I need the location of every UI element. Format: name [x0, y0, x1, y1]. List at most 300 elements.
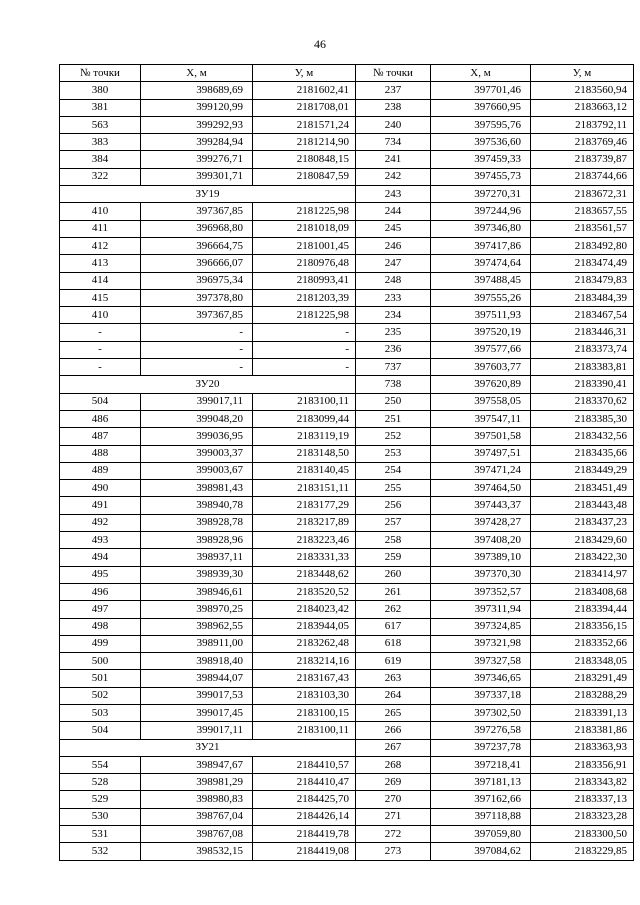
table-cell: 2183262,48 — [253, 635, 356, 652]
table-cell: 398532,15 — [141, 843, 253, 860]
table-cell: 267 — [356, 739, 431, 756]
table-cell: 2183151,11 — [253, 480, 356, 497]
table-cell: 617 — [356, 618, 431, 635]
table-cell: 397558,05 — [431, 393, 531, 410]
table-cell: 2183103,30 — [253, 687, 356, 704]
table-row — [60, 151, 634, 168]
table-cell: 398928,78 — [141, 514, 253, 531]
table-cell: 494 — [60, 549, 141, 566]
table-row — [60, 445, 634, 462]
table-cell: 618 — [356, 635, 431, 652]
table-cell: 493 — [60, 532, 141, 549]
table-row — [60, 618, 634, 635]
table-cell: 2180993,41 — [253, 272, 356, 289]
table-cell: 414 — [60, 272, 141, 289]
header-y-right: У, м — [531, 65, 634, 82]
table-cell: 397346,65 — [431, 670, 531, 687]
table-cell: 397337,18 — [431, 687, 531, 704]
table-cell: 268 — [356, 756, 431, 773]
table-cell: 2181708,01 — [253, 99, 356, 116]
table-cell: 397346,80 — [431, 220, 531, 237]
table-cell: 2183291,49 — [531, 670, 634, 687]
table-row — [60, 376, 634, 393]
table-cell: - — [141, 341, 253, 358]
table-cell: 2183352,66 — [531, 635, 634, 652]
table-cell: 397059,80 — [431, 826, 531, 843]
table-cell: 397488,45 — [431, 272, 531, 289]
table-cell: 2183394,44 — [531, 601, 634, 618]
table-cell: 2183119,19 — [253, 428, 356, 445]
table-cell: 532 — [60, 843, 141, 860]
table-cell: 260 — [356, 566, 431, 583]
table-cell: 2183414,97 — [531, 566, 634, 583]
table-cell: 2183739,87 — [531, 151, 634, 168]
table-cell: - — [253, 324, 356, 341]
table-cell: 398937,11 — [141, 549, 253, 566]
table-cell: 399048,20 — [141, 410, 253, 427]
table-cell: 530 — [60, 808, 141, 825]
table-cell: 2183140,45 — [253, 462, 356, 479]
table-cell: 236 — [356, 341, 431, 358]
table-cell: 398767,08 — [141, 826, 253, 843]
table-row — [60, 756, 634, 773]
table-cell: 2183391,13 — [531, 704, 634, 721]
table-cell: 397497,51 — [431, 445, 531, 462]
table-cell: 2183479,83 — [531, 272, 634, 289]
table-cell: 397428,27 — [431, 514, 531, 531]
table-cell: 397302,50 — [431, 704, 531, 721]
table-cell: 398940,78 — [141, 497, 253, 514]
table-cell: 398981,43 — [141, 480, 253, 497]
table-row — [60, 826, 634, 843]
table-cell: 397389,10 — [431, 549, 531, 566]
table-cell: 2183331,33 — [253, 549, 356, 566]
table-cell: 396664,75 — [141, 237, 253, 254]
table-cell: 246 — [356, 237, 431, 254]
table-cell: 2180976,48 — [253, 255, 356, 272]
table-cell: - — [253, 341, 356, 358]
table-cell: 2181001,45 — [253, 237, 356, 254]
table-cell: 242 — [356, 168, 431, 185]
table-cell: 492 — [60, 514, 141, 531]
table-row — [60, 583, 634, 600]
table-cell: 270 — [356, 791, 431, 808]
table-cell: 2183432,56 — [531, 428, 634, 445]
table-cell: 397459,33 — [431, 151, 531, 168]
table-cell: 245 — [356, 220, 431, 237]
table-row — [60, 116, 634, 133]
table-row — [60, 393, 634, 410]
table-cell: 2183792,11 — [531, 116, 634, 133]
table-row — [60, 635, 634, 652]
table-cell: 256 — [356, 497, 431, 514]
coordinates-table — [59, 64, 634, 861]
table-cell: 237 — [356, 82, 431, 99]
table-row — [60, 514, 634, 531]
table-row — [60, 428, 634, 445]
table-cell: 504 — [60, 722, 141, 739]
table-cell: - — [60, 324, 141, 341]
table-cell: 2183422,30 — [531, 549, 634, 566]
table-row — [60, 359, 634, 376]
header-row — [60, 65, 634, 82]
table-row — [60, 670, 634, 687]
table-cell: 496 — [60, 583, 141, 600]
table-cell: - — [141, 359, 253, 376]
table-row — [60, 220, 634, 237]
table-cell: 399017,53 — [141, 687, 253, 704]
table-cell: 399017,11 — [141, 393, 253, 410]
table-row — [60, 324, 634, 341]
table-cell: 397520,19 — [431, 324, 531, 341]
table-cell: 397417,86 — [431, 237, 531, 254]
table-cell: 380 — [60, 82, 141, 99]
table-cell: - — [253, 359, 356, 376]
table-cell: 398946,61 — [141, 583, 253, 600]
table-cell: 397118,88 — [431, 808, 531, 825]
table-cell: 2181571,24 — [253, 116, 356, 133]
table-cell: 2183429,60 — [531, 532, 634, 549]
table-cell: 2183437,23 — [531, 514, 634, 531]
table-cell: 2183408,68 — [531, 583, 634, 600]
table-cell: 397595,76 — [431, 116, 531, 133]
table-cell: 2184419,08 — [253, 843, 356, 860]
table-cell: 397443,37 — [431, 497, 531, 514]
table-cell: 398939,30 — [141, 566, 253, 583]
table-cell: 396666,07 — [141, 255, 253, 272]
table-cell: 2183435,66 — [531, 445, 634, 462]
table-cell: 252 — [356, 428, 431, 445]
table-cell: 248 — [356, 272, 431, 289]
table-row — [60, 704, 634, 721]
table-row — [60, 307, 634, 324]
table-row — [60, 791, 634, 808]
page-number: 46 — [314, 37, 326, 51]
table-cell: 398918,40 — [141, 653, 253, 670]
table-cell: 2181018,09 — [253, 220, 356, 237]
table-cell: 2183385,30 — [531, 410, 634, 427]
table-row — [60, 808, 634, 825]
table-cell: 498 — [60, 618, 141, 635]
table-cell: 398689,69 — [141, 82, 253, 99]
table-cell: 250 — [356, 393, 431, 410]
table-row — [60, 722, 634, 739]
table-cell: 397603,77 — [431, 359, 531, 376]
table-cell: 2183390,41 — [531, 376, 634, 393]
table-cell: 397352,57 — [431, 583, 531, 600]
table-cell: 412 — [60, 237, 141, 254]
table-cell: 397501,58 — [431, 428, 531, 445]
table-cell: 554 — [60, 756, 141, 773]
table-cell: 398970,25 — [141, 601, 253, 618]
table-cell: 2183446,31 — [531, 324, 634, 341]
table-cell: 240 — [356, 116, 431, 133]
header-point-number-right: № точки — [356, 65, 431, 82]
table-cell: 531 — [60, 826, 141, 843]
table-cell: 399292,93 — [141, 116, 253, 133]
table-cell: 273 — [356, 843, 431, 860]
table-row — [60, 480, 634, 497]
table-cell: 265 — [356, 704, 431, 721]
table-cell: 2183448,62 — [253, 566, 356, 583]
table-cell: 2181602,41 — [253, 82, 356, 99]
table-cell: 2183337,13 — [531, 791, 634, 808]
table-cell: 397244,96 — [431, 203, 531, 220]
table-cell: 2183100,11 — [253, 393, 356, 410]
table-row — [60, 410, 634, 427]
table-row — [60, 497, 634, 514]
table-cell: 2183467,54 — [531, 307, 634, 324]
table-cell: 399301,71 — [141, 168, 253, 185]
table-cell: 381 — [60, 99, 141, 116]
table-cell: 491 — [60, 497, 141, 514]
table-cell: 2183373,74 — [531, 341, 634, 358]
table-cell: 413 — [60, 255, 141, 272]
table-cell: 2184425,70 — [253, 791, 356, 808]
table-cell: 399017,45 — [141, 704, 253, 721]
table-cell: 2181203,39 — [253, 289, 356, 306]
table-cell: - — [141, 324, 253, 341]
table-cell: 397276,58 — [431, 722, 531, 739]
table-cell: 415 — [60, 289, 141, 306]
table-cell: 2183769,46 — [531, 134, 634, 151]
table-cell: 2183167,43 — [253, 670, 356, 687]
table-cell: 397547,11 — [431, 410, 531, 427]
table-cell: 399120,99 — [141, 99, 253, 116]
table-cell: 398947,67 — [141, 756, 253, 773]
table-cell: 503 — [60, 704, 141, 721]
table-cell: 2184426,14 — [253, 808, 356, 825]
table-cell: 251 — [356, 410, 431, 427]
table-cell: 266 — [356, 722, 431, 739]
table-cell: 502 — [60, 687, 141, 704]
table-cell: - — [60, 359, 141, 376]
table-cell: 397370,30 — [431, 566, 531, 583]
table-cell: 397511,93 — [431, 307, 531, 324]
table-cell: 397455,73 — [431, 168, 531, 185]
table-cell: 398962,55 — [141, 618, 253, 635]
table-cell: 2183744,66 — [531, 168, 634, 185]
table-cell: 489 — [60, 462, 141, 479]
table-cell: 2181214,90 — [253, 134, 356, 151]
table-cell: 737 — [356, 359, 431, 376]
table-cell: 619 — [356, 653, 431, 670]
table-cell: 2183229,85 — [531, 843, 634, 860]
table-cell: 2183343,82 — [531, 774, 634, 791]
table-cell: 2183484,39 — [531, 289, 634, 306]
parcel-label: ЗУ20 — [60, 376, 356, 393]
table-cell: 2183451,49 — [531, 480, 634, 497]
table-cell: 397218,41 — [431, 756, 531, 773]
table-cell: 397464,50 — [431, 480, 531, 497]
header-point-number-left: № точки — [60, 65, 141, 82]
table-cell: 397474,64 — [431, 255, 531, 272]
table-row — [60, 168, 634, 185]
table-cell: 2183657,55 — [531, 203, 634, 220]
table-cell: 2183561,57 — [531, 220, 634, 237]
table-cell: 397555,26 — [431, 289, 531, 306]
table-cell: 2183288,29 — [531, 687, 634, 704]
table-cell: 2184410,57 — [253, 756, 356, 773]
table-cell: 2183474,49 — [531, 255, 634, 272]
table-cell: 410 — [60, 307, 141, 324]
table-cell: 262 — [356, 601, 431, 618]
table-cell: 397701,46 — [431, 82, 531, 99]
table-cell: 2183148,50 — [253, 445, 356, 462]
table-cell: 2183100,15 — [253, 704, 356, 721]
table-cell: 399003,67 — [141, 462, 253, 479]
table-row — [60, 82, 634, 99]
table-cell: 247 — [356, 255, 431, 272]
table-cell: 396968,80 — [141, 220, 253, 237]
table-cell: 397324,85 — [431, 618, 531, 635]
table-cell: 2184410,47 — [253, 774, 356, 791]
table-row — [60, 843, 634, 860]
table-cell: 383 — [60, 134, 141, 151]
table-cell: 398944,07 — [141, 670, 253, 687]
table-cell: 2183381,86 — [531, 722, 634, 739]
table-cell: 397620,89 — [431, 376, 531, 393]
table-cell: 272 — [356, 826, 431, 843]
table-cell: 528 — [60, 774, 141, 791]
table-cell: 398911,00 — [141, 635, 253, 652]
table-cell: 399276,71 — [141, 151, 253, 168]
parcel-label: ЗУ21 — [60, 739, 356, 756]
table-cell: 497 — [60, 601, 141, 618]
table-cell: 2183492,80 — [531, 237, 634, 254]
table-row — [60, 237, 634, 254]
table-cell: 2184023,42 — [253, 601, 356, 618]
table-row — [60, 255, 634, 272]
table-cell: 411 — [60, 220, 141, 237]
table-cell: - — [60, 341, 141, 358]
table-cell: 234 — [356, 307, 431, 324]
table-cell: 238 — [356, 99, 431, 116]
table-cell: 500 — [60, 653, 141, 670]
table-cell: 384 — [60, 151, 141, 168]
header-x-right: X, м — [431, 65, 531, 82]
table-cell: 2183663,12 — [531, 99, 634, 116]
table-cell: 488 — [60, 445, 141, 462]
table-cell: 2180847,59 — [253, 168, 356, 185]
table-row — [60, 549, 634, 566]
table-cell: 2183356,15 — [531, 618, 634, 635]
parcel-label: ЗУ19 — [60, 186, 356, 203]
table-cell: 2183520,52 — [253, 583, 356, 600]
table-row — [60, 653, 634, 670]
table-cell: 233 — [356, 289, 431, 306]
table-cell: 487 — [60, 428, 141, 445]
table-cell: 734 — [356, 134, 431, 151]
table-cell: 397378,80 — [141, 289, 253, 306]
header-y-left: У, м — [253, 65, 356, 82]
table-cell: 322 — [60, 168, 141, 185]
table-cell: 258 — [356, 532, 431, 549]
table-cell: 397367,85 — [141, 307, 253, 324]
table-cell: 2180848,15 — [253, 151, 356, 168]
table-cell: 2183370,62 — [531, 393, 634, 410]
table-row — [60, 289, 634, 306]
table-row — [60, 272, 634, 289]
table-cell: 2183214,16 — [253, 653, 356, 670]
table-cell: 399017,11 — [141, 722, 253, 739]
table-cell: 2184419,78 — [253, 826, 356, 843]
table-cell: 397327,58 — [431, 653, 531, 670]
table-cell: 2183223,46 — [253, 532, 356, 549]
table-cell: 264 — [356, 687, 431, 704]
table-cell: 2183672,31 — [531, 186, 634, 203]
table-cell: 255 — [356, 480, 431, 497]
table-cell: 397577,66 — [431, 341, 531, 358]
table-cell: 261 — [356, 583, 431, 600]
table-cell: 501 — [60, 670, 141, 687]
table-cell: 241 — [356, 151, 431, 168]
table-cell: 2183100,11 — [253, 722, 356, 739]
table-cell: 235 — [356, 324, 431, 341]
table-cell: 2183323,28 — [531, 808, 634, 825]
table-cell: 399036,95 — [141, 428, 253, 445]
table-row — [60, 687, 634, 704]
table-cell: 397408,20 — [431, 532, 531, 549]
table-cell: 397084,62 — [431, 843, 531, 860]
table-row — [60, 601, 634, 618]
table-cell: 2183177,29 — [253, 497, 356, 514]
table-cell: 399284,94 — [141, 134, 253, 151]
table-cell: 397321,98 — [431, 635, 531, 652]
table-cell: 397536,60 — [431, 134, 531, 151]
table-cell: 271 — [356, 808, 431, 825]
table-row — [60, 566, 634, 583]
table-row — [60, 341, 634, 358]
table-cell: 269 — [356, 774, 431, 791]
table-cell: 2181225,98 — [253, 307, 356, 324]
table-cell: 397270,31 — [431, 186, 531, 203]
table-cell: 398980,83 — [141, 791, 253, 808]
table-cell: 2183356,91 — [531, 756, 634, 773]
table-cell: 2183560,94 — [531, 82, 634, 99]
table-row — [60, 134, 634, 151]
table-cell: 254 — [356, 462, 431, 479]
table-cell: 397367,85 — [141, 203, 253, 220]
table-cell: 563 — [60, 116, 141, 133]
table-cell: 2183363,93 — [531, 739, 634, 756]
table-row — [60, 462, 634, 479]
table-cell: 397181,13 — [431, 774, 531, 791]
header-x-left: X, м — [141, 65, 253, 82]
table-cell: 397660,95 — [431, 99, 531, 116]
table-cell: 397471,24 — [431, 462, 531, 479]
table-row — [60, 532, 634, 549]
table-cell: 410 — [60, 203, 141, 220]
table-row — [60, 774, 634, 791]
table-cell: 486 — [60, 410, 141, 427]
table-cell: 2183217,89 — [253, 514, 356, 531]
table-cell: 504 — [60, 393, 141, 410]
table-cell: 2183944,05 — [253, 618, 356, 635]
table-row — [60, 186, 634, 203]
table-cell: 2183449,29 — [531, 462, 634, 479]
table-row — [60, 99, 634, 116]
table-cell: 2183300,50 — [531, 826, 634, 843]
table-cell: 495 — [60, 566, 141, 583]
table-cell: 259 — [356, 549, 431, 566]
table-cell: 2183443,48 — [531, 497, 634, 514]
table-cell: 398981,29 — [141, 774, 253, 791]
table-cell: 738 — [356, 376, 431, 393]
table-cell: 253 — [356, 445, 431, 462]
table-cell: 244 — [356, 203, 431, 220]
table-cell: 529 — [60, 791, 141, 808]
